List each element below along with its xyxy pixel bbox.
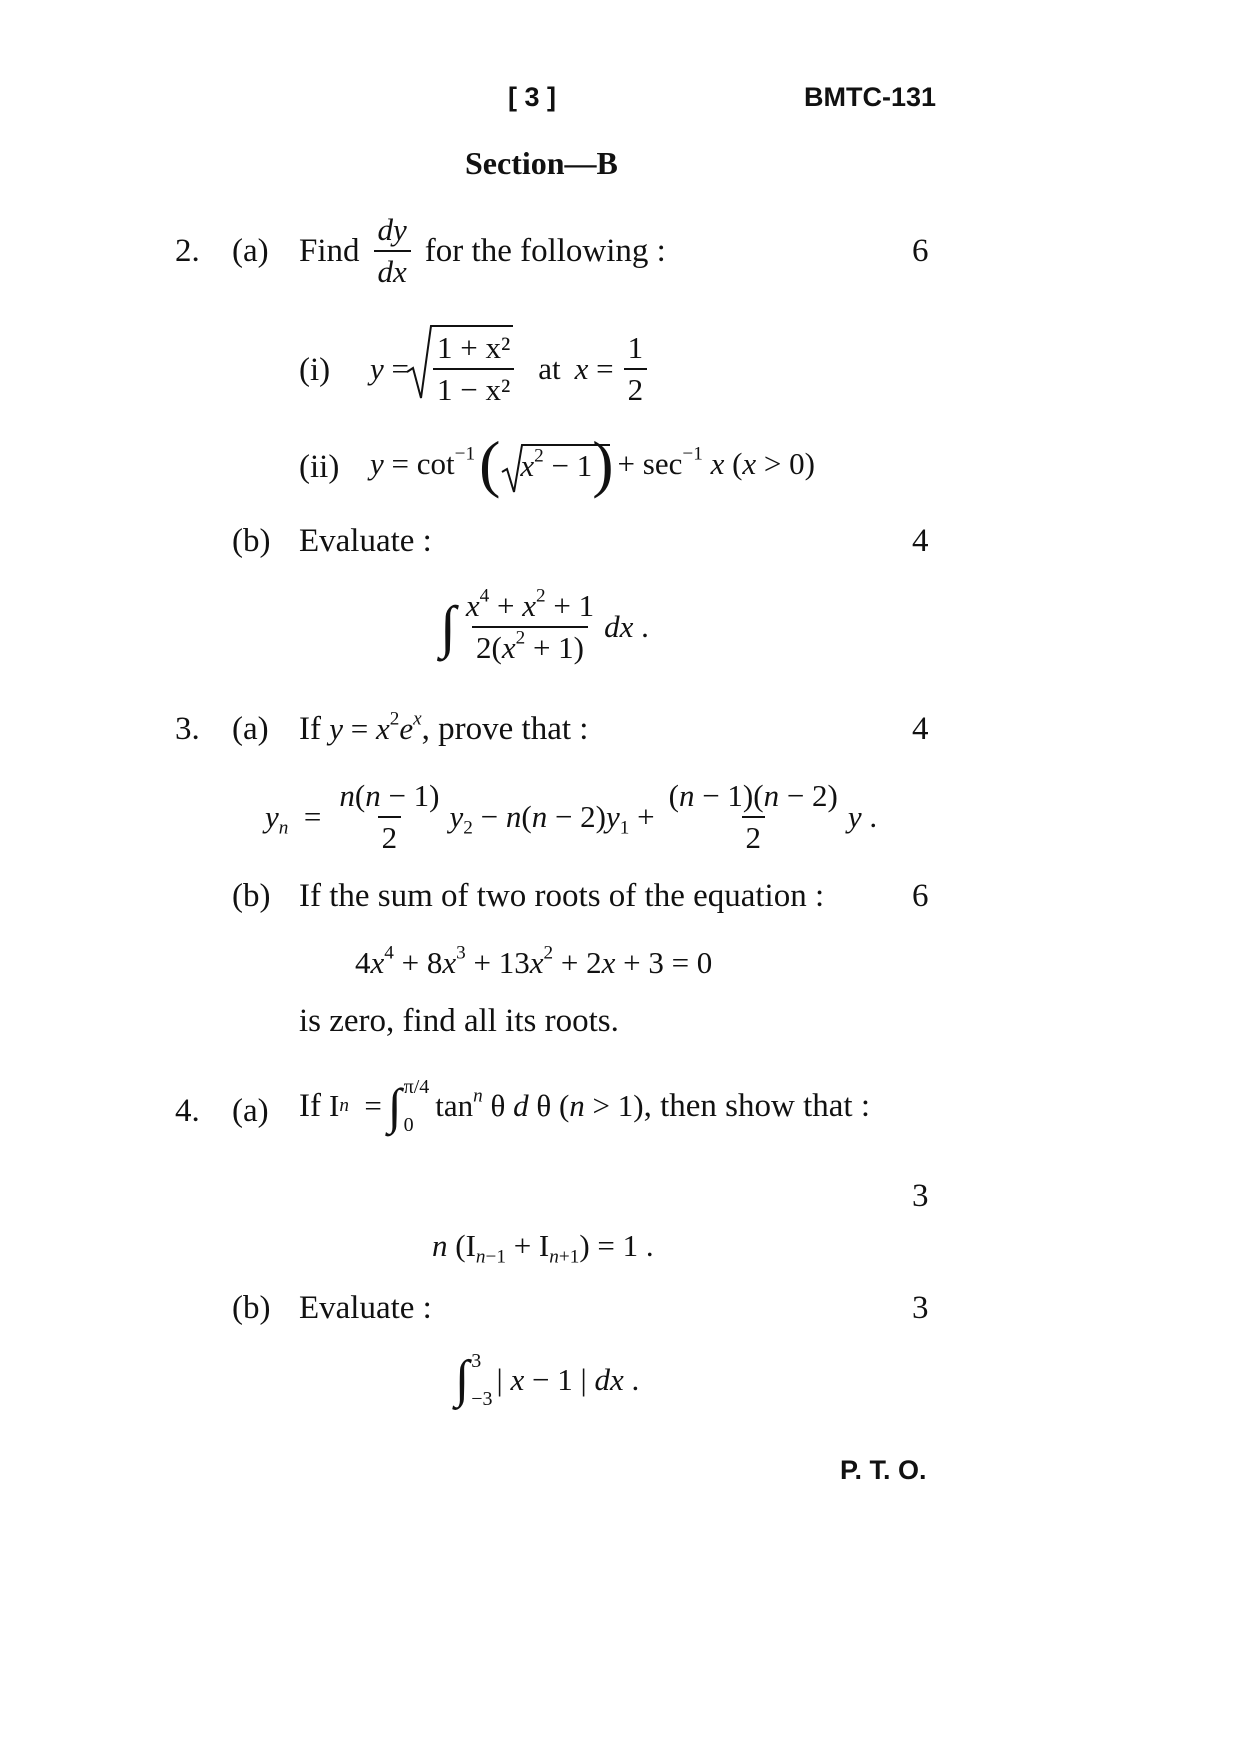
q2a-label: (a) — [232, 233, 269, 269]
q2b-integral: ∫ $\frac{x^4 + x^2 + 1}{2(x^2 + 1)}$ dx . — [440, 585, 649, 665]
q4a-marks: 3 — [912, 1178, 929, 1214]
q4a-show-text: , then show that : — [643, 1087, 871, 1124]
q3a-equation: $y_n$ = $\frac{n(n - 1)}{2}$ $y_2 - n(n - 2)y_1$ + $\frac{(n - 1)(n - 2)}{2}$ y . — [265, 778, 878, 855]
q3b-equation: $4x^4 + 8x^3 + 13x^2 + 2x + 3 = 0$ — [355, 942, 713, 980]
q2b-label: (b) — [232, 523, 271, 559]
dy-numerator: dy — [377, 212, 407, 247]
dx-denominator: dx — [374, 250, 411, 290]
q4b-marks: 3 — [912, 1290, 929, 1326]
q2a-text — [299, 212, 666, 290]
q2a-for-following-text: for the following : — [424, 232, 666, 269]
q3b-text: If the sum of two roots of the equation : — [299, 878, 825, 914]
q3a-text: If $y = x^2e^x$, prove that : — [299, 708, 589, 747]
q2a-ii-label: (ii) — [299, 449, 340, 485]
q3b-label: (b) — [232, 878, 271, 914]
q2a-find-text: Find — [299, 232, 360, 269]
q3b-marks: 6 — [912, 878, 929, 914]
half-fraction: $\frac{1}{2}$ — [624, 330, 648, 408]
q2a-i-label: (i) — [299, 352, 331, 388]
q4a-text: If I n = ∫ π/4 0 $\tan^n \theta$ d θ (n > 1) , then show that : — [299, 1076, 871, 1136]
section-title: Section—B — [465, 145, 618, 181]
q2b-text: Evaluate : — [299, 523, 432, 559]
course-code: BMTC-131 — [804, 82, 937, 112]
sqrt-sign — [405, 324, 515, 402]
sqrt-x2-minus-1: $x^2 - 1$ — [500, 444, 592, 484]
q4a-label: (a) — [232, 1093, 269, 1129]
q2a-ii-equation: $y = \cot^{-1}$ ( $x^2 - 1$ ) + $\sec^{-1} x$ (x > 0) — [370, 428, 815, 499]
q3a-prove-text: , prove that : — [421, 711, 589, 747]
q4a-if-text: If — [299, 1087, 321, 1124]
pto-marker: P. T. O. — [840, 1455, 927, 1485]
integrand-fraction: $\frac{x^4 + x^2 + 1}{2(x^2 + 1)}$ — [465, 585, 595, 665]
at-text: at — [538, 351, 561, 386]
sqrt-sign — [500, 442, 612, 494]
q2a-marks: 6 — [912, 233, 929, 269]
q4b-text: Evaluate : — [299, 1290, 432, 1326]
dy-dx-fraction — [374, 212, 411, 290]
q4b-label: (b) — [232, 1290, 271, 1326]
sqrt-expression — [415, 330, 520, 408]
sqrt-denominator: 1 − x² — [433, 368, 514, 408]
q4b-integral: ∫ 3 −3 | x − 1 | dx . — [455, 1350, 640, 1410]
question-4-number: 4. — [175, 1093, 200, 1129]
q3a-marks: 4 — [912, 711, 929, 747]
q3a-if-text: If — [299, 711, 321, 747]
page-number: [ 3 ] — [508, 82, 557, 112]
q2b-marks: 4 — [912, 523, 929, 559]
q2a-i-equation: y = $\frac{\text{1 + x²}}{\text{1 − x²}}$ at x = $\frac{1}{2}$ — [370, 330, 653, 408]
q4a-equation: n $(I_{n-1} + I_{n+1}) = 1$ . — [432, 1228, 654, 1268]
question-2-number: 2. — [175, 233, 200, 269]
question-3-number: 3. — [175, 711, 200, 747]
q3a-label: (a) — [232, 711, 269, 747]
sqrt-numerator: 1 + x² — [437, 330, 511, 365]
q3b-tail: is zero, find all its roots. — [299, 1003, 619, 1039]
